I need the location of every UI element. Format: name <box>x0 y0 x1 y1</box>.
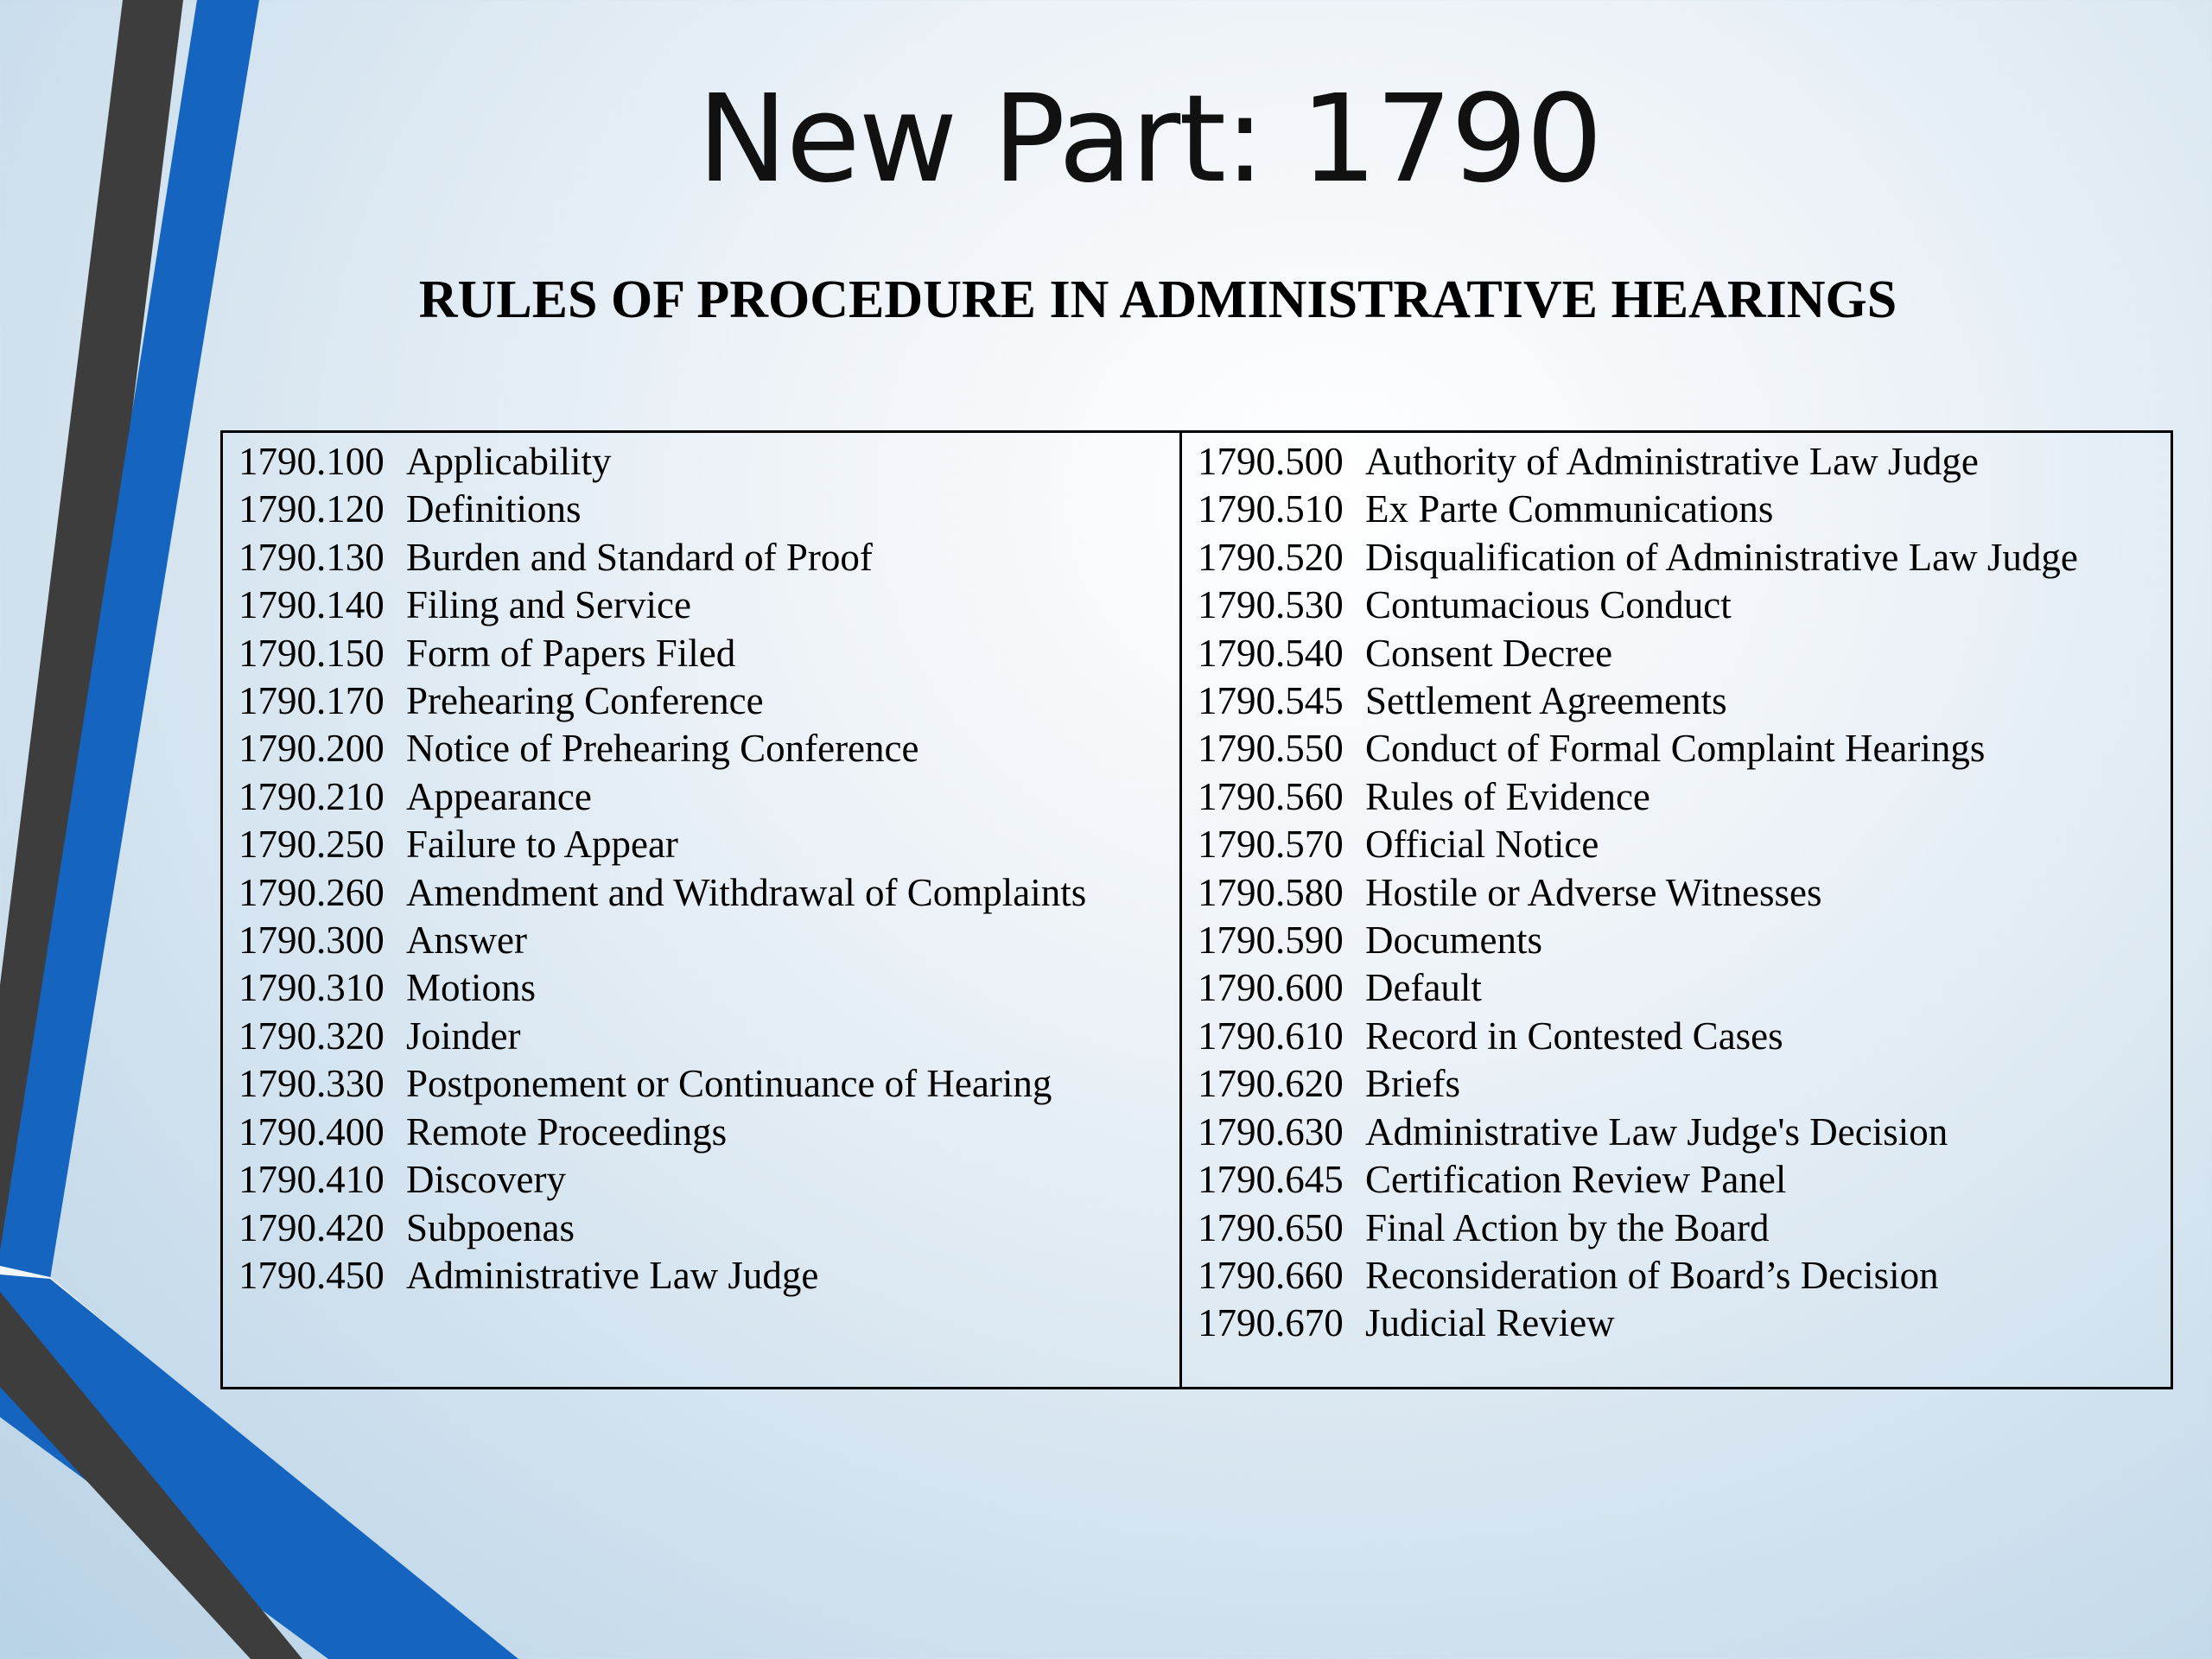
rule-row <box>1198 438 2171 486</box>
rule-title: Form of Papers Filed <box>406 631 736 675</box>
rule-number: 1790.140 <box>238 583 385 627</box>
rule-title: Judicial Review <box>1365 1301 1615 1345</box>
rule-row <box>1198 677 2171 725</box>
rule-row <box>1198 1252 2171 1300</box>
rule-title: Rules of Evidence <box>1365 774 1650 818</box>
rule-row <box>1198 1109 2171 1156</box>
rule-title: Contumacious Conduct <box>1365 583 1732 627</box>
rule-row <box>1198 725 2171 772</box>
slide-title: New Part: 1790 <box>696 69 1602 210</box>
rule-row <box>1198 1013 2171 1060</box>
rule-title: Ex Parte Communications <box>1365 487 1774 531</box>
rule-row <box>238 869 1179 917</box>
rule-number: 1790.170 <box>238 679 385 723</box>
rule-row <box>238 1109 1179 1156</box>
rule-row <box>238 486 1179 533</box>
rules-column-right <box>1182 433 2171 1387</box>
rule-row <box>238 773 1179 821</box>
rule-row <box>1198 582 2171 629</box>
rule-number: 1790.130 <box>238 535 385 579</box>
rule-row <box>1198 869 2171 917</box>
rule-number: 1790.600 <box>1198 966 1344 1010</box>
rule-title: Definitions <box>406 487 582 531</box>
rule-title: Default <box>1365 966 1482 1010</box>
rule-title: Joinder <box>406 1014 521 1058</box>
rule-number: 1790.510 <box>1198 487 1344 531</box>
rule-row <box>238 1252 1179 1300</box>
rule-row <box>1198 1060 2171 1108</box>
rule-title: Failure to Appear <box>406 823 678 867</box>
rules-table <box>220 430 2173 1389</box>
rule-number: 1790.580 <box>1198 870 1344 914</box>
rule-number: 1790.400 <box>238 1109 385 1154</box>
rule-number: 1790.420 <box>238 1205 385 1249</box>
rule-row <box>238 677 1179 725</box>
rule-title: Answer <box>406 918 527 963</box>
rule-title: Administrative Law Judge's Decision <box>1365 1109 1948 1154</box>
rule-title: Prehearing Conference <box>406 679 764 723</box>
rule-number: 1790.100 <box>238 440 385 483</box>
rule-number: 1790.610 <box>1198 1014 1344 1058</box>
rule-row <box>1198 1205 2171 1252</box>
rule-row <box>1198 1300 2171 1347</box>
rule-number: 1790.320 <box>238 1014 385 1058</box>
rule-title: Conduct of Formal Complaint Hearings <box>1365 727 1986 771</box>
rule-title: Subpoenas <box>406 1205 575 1249</box>
rule-number: 1790.150 <box>238 631 385 675</box>
rule-title: Discovery <box>406 1158 566 1202</box>
rule-title: Filing and Service <box>406 583 691 627</box>
rule-row <box>1198 917 2171 964</box>
rule-title: Appearance <box>406 774 592 818</box>
rule-row <box>1198 534 2171 582</box>
rule-number: 1790.300 <box>238 918 385 963</box>
rule-title: Motions <box>406 966 537 1010</box>
rule-number: 1790.650 <box>1198 1205 1344 1249</box>
rule-title: Hostile or Adverse Witnesses <box>1365 870 1822 914</box>
rule-number: 1790.450 <box>238 1253 385 1297</box>
rule-title: Administrative Law Judge <box>406 1253 819 1297</box>
rule-row <box>238 582 1179 629</box>
rule-title: Postponement or Continuance of Hearing <box>406 1062 1052 1106</box>
rule-title: Reconsideration of Board’s Decision <box>1365 1253 1939 1297</box>
rule-title: Notice of Prehearing Conference <box>406 727 919 771</box>
rule-number: 1790.260 <box>238 870 385 914</box>
rule-number: 1790.410 <box>238 1158 385 1202</box>
rule-title: Briefs <box>1365 1062 1460 1106</box>
rule-number: 1790.250 <box>238 823 385 867</box>
rule-number: 1790.545 <box>1198 679 1344 723</box>
rule-number: 1790.210 <box>238 774 385 818</box>
rule-number: 1790.540 <box>1198 631 1344 675</box>
rule-title: Burden and Standard of Proof <box>406 535 873 579</box>
rule-row <box>1198 964 2171 1012</box>
rule-row <box>238 438 1179 486</box>
rule-number: 1790.310 <box>238 966 385 1010</box>
rule-number: 1790.645 <box>1198 1158 1344 1202</box>
rule-row <box>238 917 1179 964</box>
rule-title: Consent Decree <box>1365 631 1613 675</box>
slide-subtitle: RULES OF PROCEDURE IN ADMINISTRATIVE HEARINGS <box>418 270 1897 329</box>
rule-number: 1790.330 <box>238 1062 385 1106</box>
rule-number: 1790.560 <box>1198 774 1344 818</box>
rule-row <box>238 964 1179 1012</box>
rule-title: Record in Contested Cases <box>1365 1014 1783 1058</box>
rule-title: Remote Proceedings <box>406 1109 728 1154</box>
rule-number: 1790.120 <box>238 487 385 531</box>
rule-title: Documents <box>1365 918 1542 963</box>
rule-row <box>1198 486 2171 533</box>
rule-number: 1790.670 <box>1198 1301 1344 1345</box>
rule-row <box>238 1205 1179 1252</box>
rule-row <box>238 821 1179 868</box>
rule-number: 1790.550 <box>1198 727 1344 771</box>
rule-number: 1790.590 <box>1198 918 1344 963</box>
rule-number: 1790.660 <box>1198 1253 1344 1297</box>
rule-number: 1790.570 <box>1198 823 1344 867</box>
rule-row <box>1198 773 2171 821</box>
rule-row <box>238 1060 1179 1108</box>
rule-number: 1790.620 <box>1198 1062 1344 1106</box>
rule-title: Final Action by the Board <box>1365 1205 1770 1249</box>
rule-title: Applicability <box>406 440 612 483</box>
rule-title: Settlement Agreements <box>1365 679 1727 723</box>
rule-title: Amendment and Withdrawal of Complaints <box>406 870 1087 914</box>
rule-row <box>238 1013 1179 1060</box>
rule-row <box>238 534 1179 582</box>
rule-title: Official Notice <box>1365 823 1599 867</box>
rules-column-left <box>223 433 1182 1387</box>
rule-row <box>238 1156 1179 1204</box>
rule-row <box>1198 630 2171 677</box>
rule-title: Authority of Administrative Law Judge <box>1365 440 1979 483</box>
rule-row <box>238 630 1179 677</box>
rule-number: 1790.530 <box>1198 583 1344 627</box>
rule-number: 1790.500 <box>1198 440 1344 483</box>
rule-number: 1790.630 <box>1198 1109 1344 1154</box>
rule-row <box>238 725 1179 772</box>
rule-number: 1790.520 <box>1198 535 1344 579</box>
rule-row <box>1198 1156 2171 1204</box>
rule-number: 1790.200 <box>238 727 385 771</box>
rule-title: Disqualification of Administrative Law Judge <box>1365 535 2078 579</box>
rule-title: Certification Review Panel <box>1365 1158 1787 1202</box>
rule-row <box>1198 821 2171 868</box>
